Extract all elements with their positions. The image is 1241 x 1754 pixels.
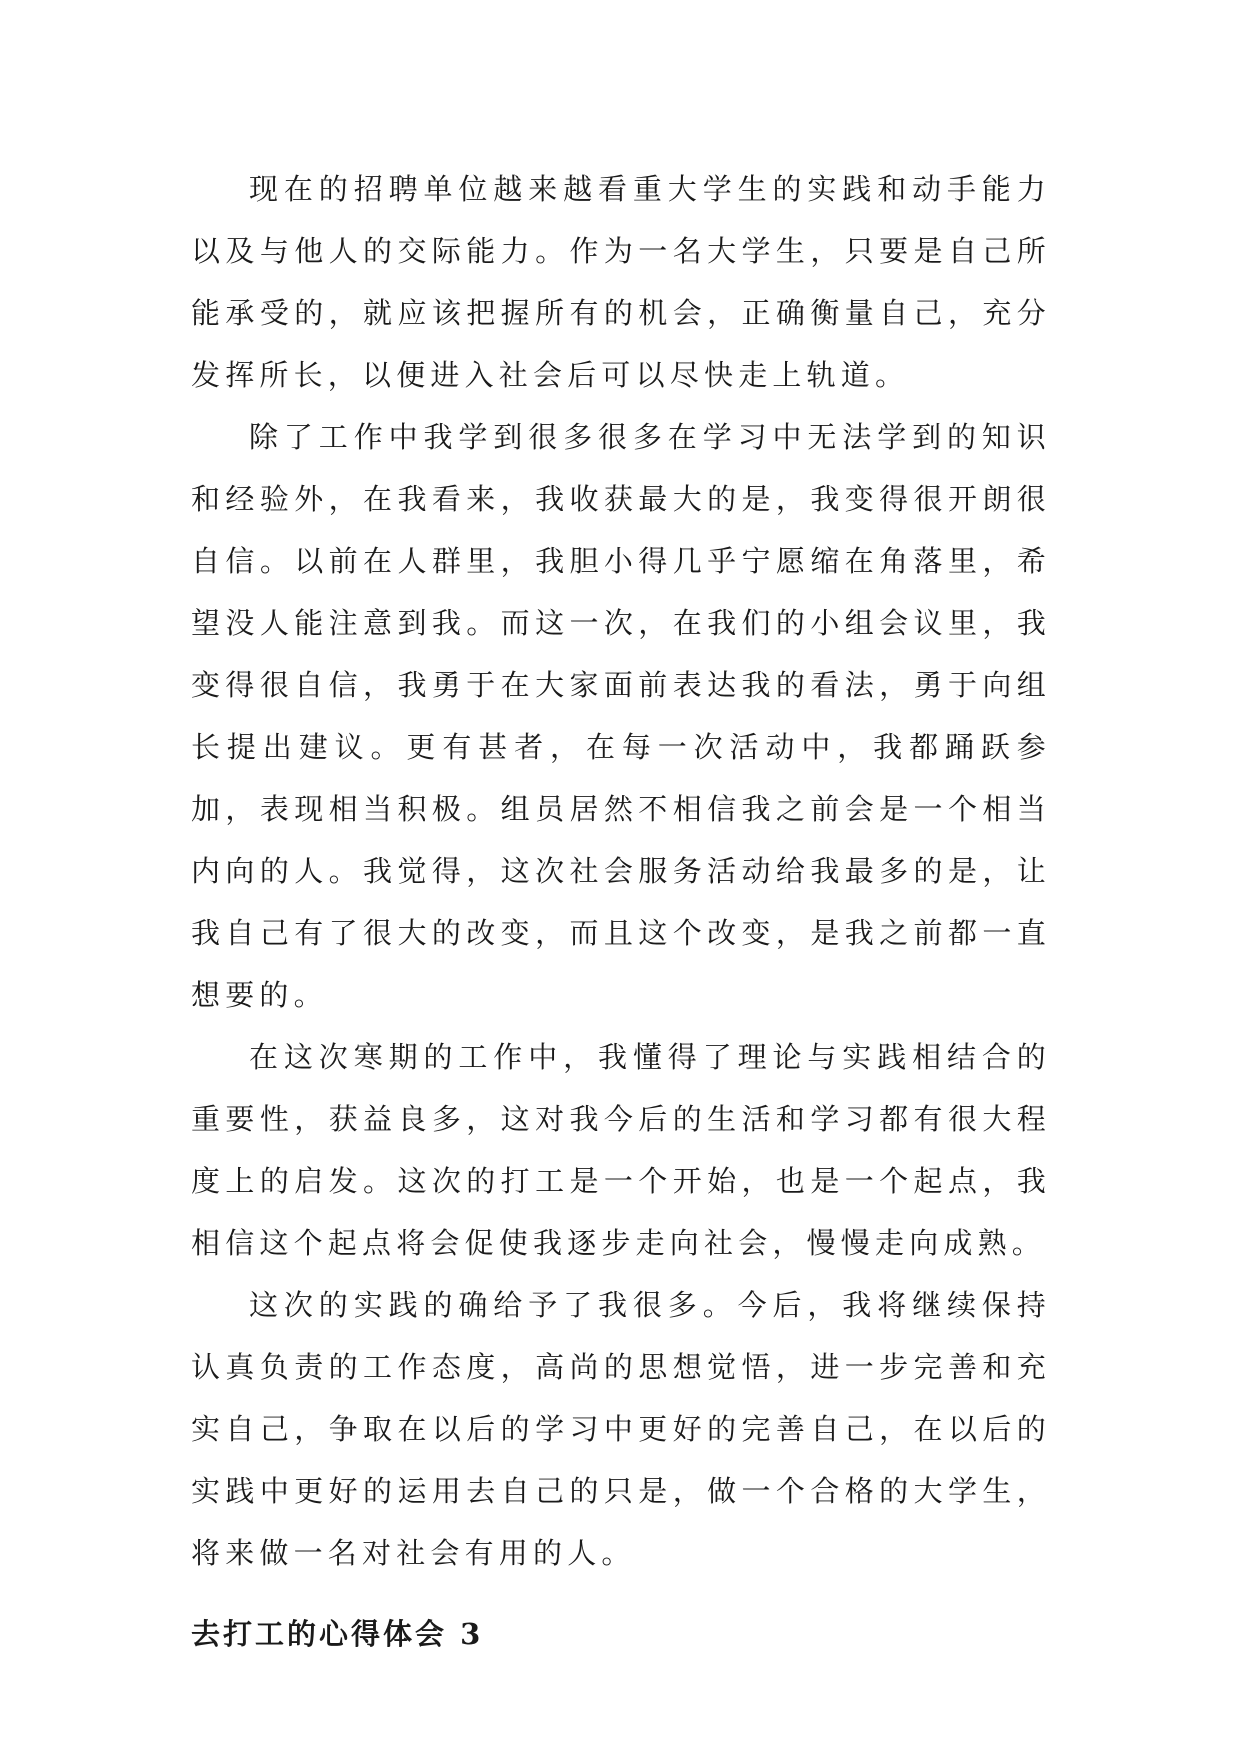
paragraph-2: 除了工作中我学到很多很多在学习中无法学到的知识和经验外，在我看来，我收获最大的是，我变得很开朗很自信。以前在人群里，我胆小得几乎宁愿缩在角落里，希望没人能注意到我。而这一次，在我们的小组会议里，我变得很自信，我勇于在大家面前表达我的看法，勇于向组长提出建议。更有甚者，在每一次活动中，我都踊跃参加，表现相当积极。组员居然不相信我之前会是一个相当内向的人。我觉得，这次社会服务活动给我最多的是，让我自己有了很大的改变，而且这个改变，是我之前都一直想要的。: [191, 420, 1051, 1012]
paragraph-1: 现在的招聘单位越来越看重大学生的实践和动手能力以及与他人的交际能力。作为一名大学生，只要是自己所能承受的，就应该把握所有的机会，正确衡量自己，充分发挥所长，以便进入社会后可以尽快走上轨道。: [191, 172, 1051, 392]
section-heading: 去打工的心得体会 3: [191, 1617, 484, 1651]
paragraph-3: 在这次寒期的工作中，我懂得了理论与实践相结合的重要性，获益良多，这对我今后的生活和学习都有很大程度上的启发。这次的打工是一个开始，也是一个起点，我相信这个起点将会促使我逐步走向社会，慢慢走向成熟。: [191, 1040, 1051, 1260]
document-body: [191, 158, 1051, 1584]
paragraph-4: 这次的实践的确给予了我很多。今后，我将继续保持认真负责的工作态度，高尚的思想觉悟，进一步完善和充实自己，争取在以后的学习中更好的完善自己，在以后的实践中更好的运用去自己的只是，做一个合格的大学生，将来做一名对社会有用的人。: [191, 1288, 1051, 1570]
